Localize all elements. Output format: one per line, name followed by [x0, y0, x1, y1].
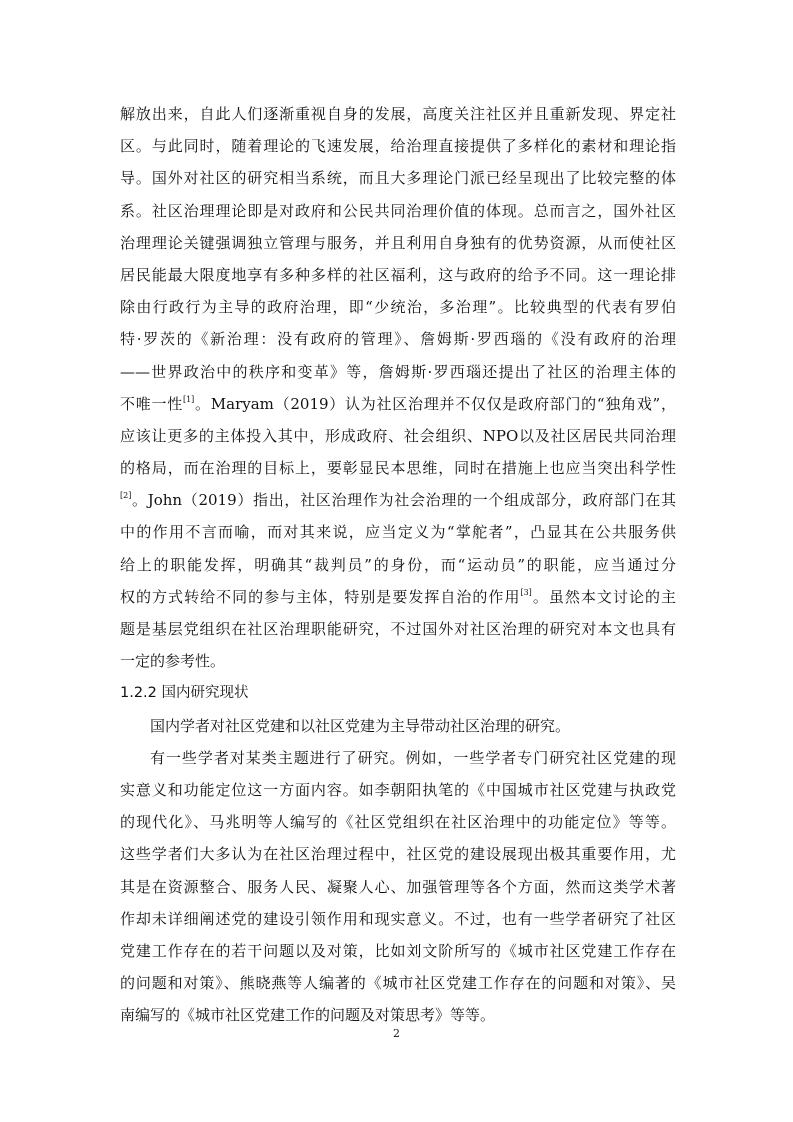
text-line: [120, 484, 676, 516]
text-line: 的格局，而在治理的目标上，要彰显民本思维，同时在措施上也应当突出科学性: [120, 459, 676, 478]
paragraph-foreign-research: [120, 98, 676, 677]
text-line: 给上的职能发挥，明确其“裁判员”的身份，而“运动员”的职能，应当通过分: [120, 555, 676, 574]
text-line: 解放出来，自此人们逐渐重视自身的发展，高度关注社区并且重新发现、界定社: [120, 105, 676, 123]
citation-ref-3[interactable]: [3]: [520, 587, 532, 597]
text-line: 治理理论关键强调独立管理与服务，并且利用自身独有的优势资源，从而使社区: [120, 233, 676, 252]
text-line: [120, 581, 676, 613]
page-number: 2: [393, 1027, 400, 1040]
text-line: 区。与此同时，随着理论的飞速发展，给治理直接提供了多样化的素材和理论指: [120, 137, 676, 156]
paragraph-domestic-research: [120, 742, 676, 1032]
body-text: [120, 98, 676, 1031]
text-line: 作却未详细阐述党的建设引领作用和现实意义。不过，也有一些学者研究了社区: [120, 909, 676, 928]
text-span: 权的方式转给不同的参与主体，特别是要发挥自治的作用: [120, 587, 521, 606]
text-line: 特·罗茨的《新治理：没有政府的管理》、詹姆斯·罗西瑙的《没有政府的治理: [120, 330, 676, 349]
text-span: 。虽然本文讨论的主: [531, 587, 676, 606]
text-span: 不唯一性: [120, 394, 183, 413]
paragraph-domestic-intro: 国内学者对社区党建和以社区党建为主导带动社区治理的研究。: [150, 716, 571, 735]
text-line: 实意义和功能定位这一方面内容。如李朝阳执笔的《中国城市社区党建与执政党: [120, 780, 676, 799]
text-line: 除由行政行为主导的政府治理，即“少统治，多治理”。比较典型的代表有罗伯: [120, 298, 676, 317]
text-line: 导。国外对社区的研究相当系统，而且大多理论门派已经呈现出了比较完整的体: [120, 169, 676, 188]
text-line: 党建工作存在的若干问题以及对策，比如刘文阶所写的《城市社区党建工作存在: [120, 941, 676, 960]
text-span: 。John（2019）指出，社区治理作为社会治理的一个组成部分，政府部门在其: [131, 491, 676, 510]
text-line: 其是在资源整合、服务人民、凝聚人心、加强管理等各个方面，然而这类学术著: [120, 877, 676, 896]
citation-ref-2[interactable]: [2]: [120, 491, 132, 501]
text-line: 这些学者们大多认为在社区治理过程中，社区党的建设展现出极其重要作用，尤: [120, 845, 676, 864]
text-line: [120, 388, 676, 420]
citation-ref-1[interactable]: [1]: [182, 394, 195, 404]
text-line: 系。社区治理理论即是对政府和公民共同治理价值的体现。总而言之，国外社区: [120, 201, 676, 220]
text-span: 。Maryam（2019）认为社区治理并不仅仅是政府部门的“独角戏”，: [194, 394, 676, 413]
text-line: 的现代化》、马兆明等人编写的《社区党组织在社区治理中的功能定位》等等。: [120, 813, 676, 832]
text-line: 有一些学者对某类主题进行了研究。例如，一些学者专门研究社区党建的现: [150, 748, 676, 767]
text-line: 应该让更多的主体投入其中，形成政府、社会组织、NPO以及社区居民共同治理: [120, 426, 676, 445]
section-heading: 1.2.2 国内研究现状: [120, 685, 249, 702]
text-line: 中的作用不言而喻，而对其来说，应当定义为“掌舵者”，凸显其在公共服务供: [120, 523, 676, 542]
text-line: 的问题和对策》、熊晓燕等人编著的《城市社区党建工作存在的问题和对策》、吴: [120, 974, 676, 993]
text-line: 南编写的《城市社区党建工作的问题及对策思考》等等。: [120, 1006, 496, 1025]
text-line: 居民能最大限度地享有多种多样的社区福利，这与政府的给予不同。这一理论排: [120, 265, 676, 284]
text-line: 题是基层党组织在社区治理职能研究，不过国外对社区治理的研究对本文也具有: [120, 620, 676, 638]
text-line: ——世界政治中的秩序和变革》等，詹姆斯·罗西瑙还提出了社区的治理主体的: [120, 362, 676, 381]
text-line: 一定的参考性。: [120, 652, 226, 671]
